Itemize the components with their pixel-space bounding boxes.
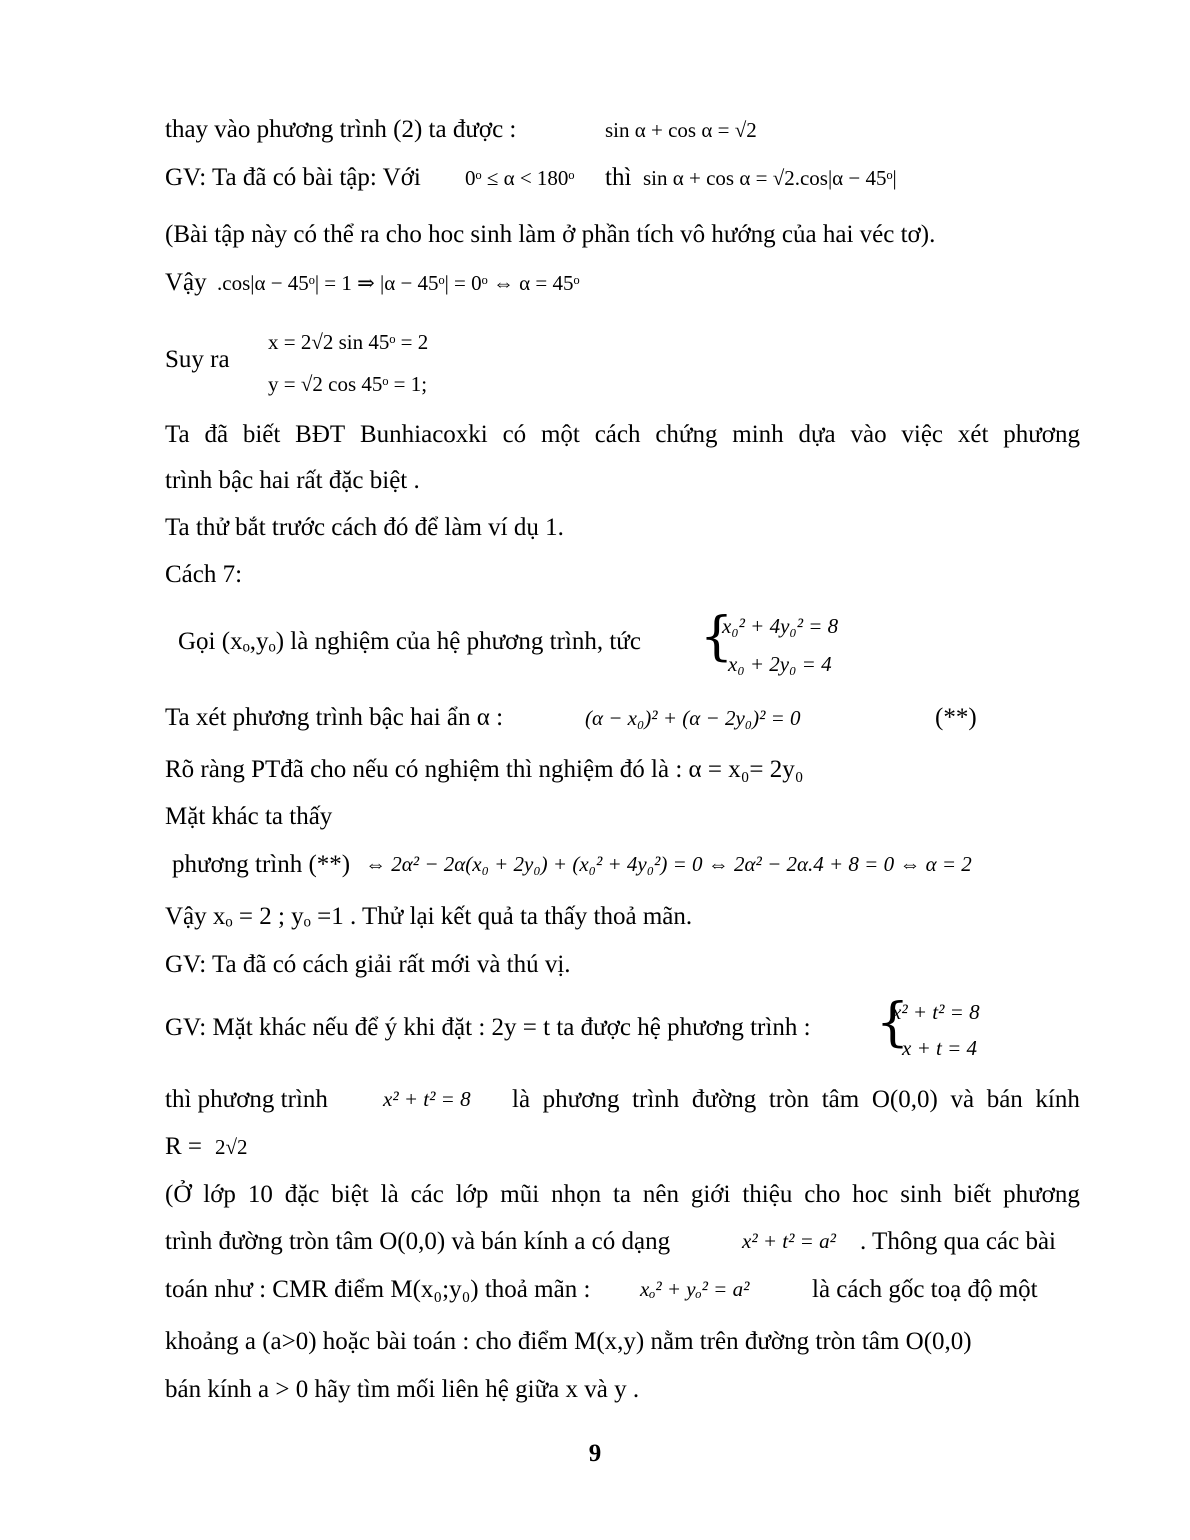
- word: lớp: [455, 1181, 489, 1208]
- word: (Ở: [165, 1181, 192, 1208]
- para-circle-line2-tail: . Thông qua các bài: [860, 1228, 1056, 1255]
- line-vay-cos: [165, 268, 207, 298]
- word: 10: [247, 1181, 273, 1208]
- word: Bunhiacoxki: [359, 421, 488, 448]
- line-gv-substitute: GV: Mặt khác nếu để ý khi đặt : 2y = t ta được hệ phương trình :: [165, 1014, 811, 1041]
- word: cách: [594, 421, 641, 448]
- word: đặc: [284, 1181, 320, 1208]
- para-circle-line4: khoảng a (a>0) hoặc bài toán : cho điểm M(x,y) nằm trên đường tròn tâm O(0,0): [165, 1328, 972, 1355]
- line-try-method: Ta thử bắt trước cách đó để làm ví dụ 1.: [165, 514, 564, 541]
- eq-y-value: y = √2 cos 45ᵒ = 1;: [268, 372, 428, 396]
- eq-radius: 2√2: [215, 1135, 248, 1159]
- word: biết: [242, 421, 281, 448]
- line-root: Rõ ràng PTđã cho nếu có nghiệm thì nghiệm đó là : α = x₀= 2y₀: [165, 756, 804, 783]
- word: đã: [204, 421, 229, 448]
- line-radius: R =: [165, 1133, 203, 1160]
- line-equation-star: phương trình (**): [172, 851, 351, 878]
- eq-sin-cos-sqrt2: sin α + cos α = √2: [605, 118, 757, 142]
- word: sinh: [900, 1181, 942, 1208]
- line-substitute-text: thay vào phương trình (2) ta được :: [165, 116, 517, 143]
- line-substitute: [165, 115, 516, 145]
- left-brace: {: [876, 993, 910, 1053]
- left-brace: {: [700, 607, 734, 667]
- line-quadratic-alpha: Ta xét phương trình bậc hai ẩn α :: [165, 704, 504, 731]
- line-result: Vậy xₒ = 2 ; yₒ =1 . Thử lại kết quả ta thấy thoả mãn.: [165, 903, 693, 930]
- word: trình: [632, 1086, 680, 1113]
- word: biệt: [331, 1181, 369, 1208]
- word: mũi: [500, 1181, 540, 1208]
- word: Ta: [165, 421, 190, 448]
- gv-exercise-text: GV: Ta đã có bài tập: Với: [165, 164, 421, 191]
- system-eq2: x₀ + 2y₀ = 4: [728, 652, 832, 676]
- line-goi-nghiem: Gọi (xₒ,yₒ) là nghiệm của hệ phương trình, tức: [178, 628, 641, 655]
- line-gv-exercise: [165, 163, 421, 193]
- word: hoc: [852, 1181, 889, 1208]
- word: dựa: [798, 421, 836, 448]
- eq-cos-alpha: .cos|α − 45ᵒ| = 1 ⇒ |α − 45ᵒ| = 0ᵒ ⇔ α = 45ᵒ: [217, 271, 580, 295]
- line-circle-tail: [512, 1085, 1080, 1115]
- line-exercise-note: (Bài tập này có thể ra cho hoc sinh làm ở phần tích vô hướng của hai véc tơ).: [165, 221, 936, 248]
- eq-circle-general: x² + t² = a²: [742, 1229, 836, 1253]
- word: đường: [691, 1086, 757, 1113]
- para-bunhiacoxki-line2: trình bậc hai rất đặc biệt .: [165, 467, 420, 494]
- line-on-other-hand: Mặt khác ta thấy: [165, 803, 333, 830]
- word: thiệu: [742, 1181, 793, 1208]
- para-circle-line5: bán kính a > 0 hãy tìm mối liên hệ giữa x và y .: [165, 1376, 640, 1403]
- word: việc: [901, 421, 944, 448]
- para-circle-line1: [165, 1180, 1080, 1210]
- word: biết: [953, 1181, 992, 1208]
- word: phương: [1003, 1181, 1080, 1208]
- word: nhọn: [551, 1181, 602, 1208]
- eq-expansion: ⇔ 2α² − 2α(x₀ + 2y₀) + (x₀² + 4y₀²) = 0 ⇔ 2α² − 2α.4 + 8 = 0 ⇔ α = 2: [365, 852, 972, 876]
- eq-quadratic: (α − x₀)² + (α − 2y₀)² = 0: [585, 706, 801, 730]
- word-thi: thì: [605, 164, 632, 191]
- word: tròn: [768, 1086, 810, 1113]
- eq-sin-cos-identity: sin α + cos α = √2.cos|α − 45ᵒ|: [643, 166, 897, 190]
- word: lớp: [203, 1181, 236, 1208]
- word: nên: [642, 1181, 679, 1208]
- para-circle-line3-tail: là cách gốc toạ độ một: [812, 1276, 1038, 1303]
- line-gv-new-method: GV: Ta đã có cách giải rất mới và thú vị.: [165, 951, 571, 978]
- eq-point-on-circle: xₒ² + yₒ² = a²: [640, 1277, 750, 1301]
- word: minh: [732, 421, 784, 448]
- para-bunhiacoxki-line1: [165, 420, 1080, 450]
- word: O(0,0): [871, 1086, 938, 1113]
- line-circle-eq: thì phương trình: [165, 1086, 328, 1113]
- word: và: [950, 1086, 975, 1113]
- heading-method-7: Cách 7:: [165, 561, 243, 588]
- word: phương: [1003, 421, 1080, 448]
- word: có: [502, 421, 527, 448]
- line-suy-ra: Suy ra: [165, 346, 230, 373]
- word: là: [380, 1181, 399, 1208]
- word: một: [540, 421, 580, 448]
- word: BĐT: [295, 421, 346, 448]
- word: tâm: [821, 1086, 860, 1113]
- system-eq1: x² + t² = 8: [892, 1000, 980, 1024]
- word: ta: [612, 1181, 631, 1208]
- word: phương: [542, 1086, 620, 1113]
- word: xét: [957, 421, 989, 448]
- eq-x-value: x = 2√2 sin 45ᵒ = 2: [268, 330, 429, 354]
- word: các: [410, 1181, 444, 1208]
- word: bán: [986, 1086, 1023, 1113]
- word: là: [512, 1086, 531, 1113]
- word: kính: [1035, 1086, 1080, 1113]
- eq-circle: x² + t² = 8: [383, 1087, 471, 1111]
- para-circle-line3: toán như : CMR điểm M(x₀;y₀) thoả mãn :: [165, 1276, 591, 1303]
- vay-word: Vậy: [165, 269, 207, 296]
- word: giới: [690, 1181, 731, 1208]
- system-eq1: x₀² + 4y₀² = 8: [722, 614, 839, 638]
- page-number: 9: [588, 1440, 602, 1467]
- word: vào: [850, 421, 887, 448]
- word: cho: [804, 1181, 841, 1208]
- para-circle-line2: trình đường tròn tâm O(0,0) và bán kính a có dạng: [165, 1228, 671, 1255]
- system-eq2: x + t = 4: [902, 1036, 977, 1060]
- eq-angle-condition: 0ᵒ ≤ α < 180ᵒ: [465, 166, 575, 190]
- word: chứng: [655, 421, 718, 448]
- eq-tag: (**): [935, 704, 977, 731]
